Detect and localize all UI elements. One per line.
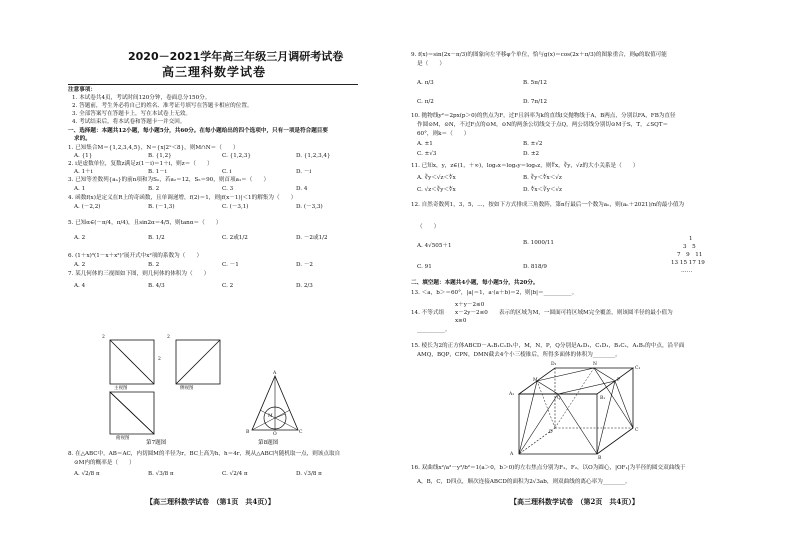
- note-item: 2. 答题前，考生务必将自己的姓名、准考证号填写在答题卡相应的位置。: [72, 103, 253, 109]
- q4-option-c: C. (－3,1): [222, 204, 249, 210]
- dimension-label: 2: [158, 357, 161, 362]
- q9-option-c: C. π/2: [417, 99, 434, 105]
- q6-option-c: C. －1: [222, 262, 239, 268]
- cube-point-label: A₁: [509, 392, 515, 397]
- question-11: 11. 已知x，y，z∈(1，＋∞)，log₂x＝log₃y＝log₅z，则∜x，∛y，√z的大小关系是（ ）: [411, 163, 639, 169]
- q11-option-b: B. ∛y＜∜x＜√z: [523, 175, 562, 181]
- q11-option-c: C. √z＜∛y＜∜x: [417, 187, 456, 193]
- q1-option-b: B. {1,2}: [148, 153, 172, 159]
- cube-point-label: D₁: [551, 362, 557, 367]
- question-3: 3. 已知等差数列{aₙ}的前n项和为Sₙ，若a₂＝12，S₅＝90，则首项a₁＝（ ）: [68, 177, 270, 183]
- q8-option-d: D. √3/8 π: [296, 471, 322, 477]
- side-view-label: 侧视图: [180, 386, 194, 391]
- q5-option-c: C. 2或1/2: [222, 235, 248, 241]
- question-2: 2. i是虚数单位，复数z满足z(1－i)＝1＋i，则z＝（ ）: [68, 161, 213, 167]
- title-divider: [68, 84, 358, 85]
- question-12-cont: （ ）: [417, 224, 440, 230]
- q14-system-line: x≥0: [455, 318, 467, 324]
- q3-option-a: A. 1: [74, 186, 86, 192]
- point-label: A: [273, 371, 277, 376]
- q8-option-c: C. √2/4 π: [222, 471, 248, 477]
- figure-8-caption: 第8题图: [258, 440, 279, 446]
- section-1-heading-cont: 求的。: [74, 136, 91, 142]
- triangle-row: 13 15 17 19: [671, 260, 705, 266]
- q3-option-c: C. 3: [222, 186, 234, 192]
- page-2-footer: 【高三理科数学试卷 （第2页 共4页）】: [510, 497, 639, 506]
- page-1-footer: 【高三理科数学试卷 （第1页 共4页）】: [146, 497, 275, 506]
- q12-option-b: B. 1000/11: [523, 240, 554, 246]
- question-10-cont: 作圆⊙M，⊙N，不过F点的⊙M，⊙N的两条公切线交于点Q，两公切线分别切⊙M于S，T，∠SQT＝: [417, 122, 669, 128]
- exam-title: 2020－2021学年高三年级三月调研考试卷: [128, 50, 344, 63]
- point-label: O: [273, 432, 277, 437]
- question-8: 8. 在△ABC中，AB＝AC，内切圆M的半径为r，BC上高为h，h＝4r，现从△ABC内随机取一点，则该点取自: [68, 451, 341, 457]
- q2-option-b: B. 1－i: [148, 169, 167, 175]
- cube-point-label: Q: [557, 396, 561, 401]
- cube-point-label: D: [549, 430, 553, 435]
- section-1-heading: 一、选择题：本题共12小题，每小题5分，共60分。在每小题给出的四个选项中，只有一项是符合题目要: [68, 128, 328, 134]
- note-item: 1. 本试卷共4页，考试时间120分钟，卷面总分150分。: [72, 95, 211, 101]
- triangle-row: 3 5: [683, 244, 696, 250]
- point-label: C: [299, 430, 303, 435]
- cube-point-label: A: [510, 452, 514, 457]
- q4-option-d: D. (－3,3): [296, 204, 323, 210]
- question-16: 16. 双曲线x²/a²－y²/b²＝1(a＞0，b＞0)的左右焦点分别为F₁，F₂，以O为圆心，|OF₁|为半径的圆交双曲线于: [411, 465, 686, 471]
- q7-option-a: A. 4: [74, 283, 86, 289]
- q8-option-a: A. √2/8 π: [74, 471, 100, 477]
- question-5: 5. 已知α∈(－π/4，π/4)，且sin2α＝4/5，则tanα＝（ ）: [68, 220, 222, 226]
- dimension-label: 2: [102, 335, 105, 340]
- exam-subtitle: 高三理科数学试卷: [162, 65, 267, 79]
- dimension-label: 2: [167, 335, 170, 340]
- q6-option-a: A. 2: [74, 262, 86, 268]
- q9-option-d: D. 7π/12: [523, 99, 548, 105]
- triangle-row: ……: [681, 268, 693, 274]
- question-14-cont: 表示的区域为M，一圆面可将区域M完全覆盖，则该圆半径的最小值为: [499, 310, 673, 316]
- question-12: 12. 自然奇数列1，3，5，…，按如下方式排成三角数阵，第n行最后一个数为aₙ，则(aₙ＋2021)/n的最小值为: [411, 202, 685, 208]
- q12-option-a: A. 4√505＋1: [417, 243, 452, 249]
- q2-option-d: D. －i: [296, 169, 312, 175]
- q10-option-d: D. ±2: [523, 151, 540, 157]
- q14-system-line: x－2y－2≤0: [455, 310, 488, 316]
- q11-option-d: D. ∜x＜∛y＜√z: [523, 187, 562, 193]
- q1-option-d: D. {1,2,3,4}: [296, 153, 331, 159]
- front-view-label: 主视图: [114, 386, 128, 391]
- q6-option-b: B. 2: [148, 262, 160, 268]
- cube-point-label: C: [635, 428, 639, 433]
- q9-option-b: B. 5π/12: [523, 80, 547, 86]
- question-10-cont2: 60°，则k＝（ ）: [417, 131, 470, 137]
- q1-option-a: A. {1}: [74, 153, 93, 159]
- cube-point-label: B₁: [600, 396, 606, 401]
- question-9-cont: 是（ ）: [417, 61, 445, 67]
- q5-option-a: A. 2: [74, 235, 86, 241]
- q1-option-c: C. {1,2,3}: [222, 153, 251, 159]
- q7-option-b: B. 4/3: [148, 283, 165, 289]
- q11-option-a: A. ∛y＜√z＜∜x: [417, 175, 456, 181]
- question-13: 13. ＜a，b＞＝60°，|a|＝1，a·(a＋b)＝2，则|b|＝__________。: [411, 290, 578, 296]
- question-9: 9. f(x)＝sin(2x－π/3)的图象向左平移φ个单位，恰与g(x)＝cos(2x＋π/3)的图象重合，则φ的取值可能: [411, 52, 667, 58]
- cube-point-label: P: [617, 378, 621, 383]
- figure-7-caption: 第7题图: [146, 440, 167, 446]
- question-14-cont2: __________。: [417, 327, 451, 333]
- q7-option-d: D. 2/3: [296, 283, 313, 289]
- cube-point-label: C₁: [635, 366, 641, 371]
- cube-point-label: B: [598, 456, 602, 461]
- note-item: 3. 全部答案写在答题卡上，写在本试卷上无效。: [72, 111, 191, 117]
- q5-option-d: D. －2或1/2: [296, 235, 328, 241]
- notes-heading: 注意事项：: [68, 87, 96, 93]
- q6-option-d: D. －2: [296, 262, 313, 268]
- question-8-cont: ⊙M内的概率是（ ）: [74, 460, 135, 466]
- page-2: [397, 0, 794, 535]
- cube-point-label: N: [593, 362, 597, 367]
- q12-option-c: C. 91: [417, 264, 432, 270]
- triangle-row: 7 9 11: [677, 252, 703, 258]
- section-2-heading: 二、填空题：本题共4小题，每小题5分，共20分。: [411, 280, 539, 286]
- q4-option-b: B. (－1,3): [148, 204, 175, 210]
- q4-option-a: A. (－2,2): [74, 204, 101, 210]
- q7-option-c: C. 2: [222, 283, 234, 289]
- q2-option-c: C. i: [222, 169, 232, 175]
- point-label: B: [246, 430, 250, 435]
- q10-option-c: C. ±√3: [417, 151, 437, 157]
- q14-system-line: x＋y－2≤0: [455, 302, 485, 308]
- cube-figure: [515, 362, 641, 458]
- question-6: 6. (1＋x)³(1－x＋x²)⁷展开式中x²项的系数为（ ）: [68, 253, 203, 259]
- question-1: 1. 已知集合M＝{1,2,3,4,5}，N＝{x|2ˣ＜8}，则M∩N＝（ ）: [68, 145, 239, 151]
- question-16-cont: A，B，C，D四点，顺次连接ABCD的面积为2√3ab，则双曲线的离心率为________。: [417, 479, 631, 485]
- q12-option-d: D. 818/9: [523, 264, 547, 270]
- cube-point-label: M: [533, 378, 538, 383]
- q2-option-a: A. 1＋i: [74, 169, 93, 175]
- q10-option-a: A. ±1: [417, 141, 433, 147]
- three-view-figure: [80, 336, 230, 436]
- q9-option-a: A. π/3: [417, 80, 434, 86]
- question-15: 15. 棱长为2的正方体ABCD－A₁B₁C₁D₁中，M，N，P，Q分别是A₁D₁，C₁D₁，B₁C₁，A₁B₁的中点，沿平面: [411, 343, 685, 349]
- q10-option-b: B. ±√2: [523, 141, 543, 147]
- question-7: 7. 某几何体的三视图如下图，则几何体的体积为（ ）: [68, 271, 210, 277]
- question-4: 4. 函数f(x)是定义在R上的奇函数，且单调递增，f(2)＝1，则|f(x－1)|＜1的解集为（ ）: [68, 195, 297, 201]
- q3-option-d: D. 4: [296, 186, 308, 192]
- question-10: 10. 抛物线y²＝2px(p＞0)的焦点为F，过F且斜率为k的直线l交抛物线于A，B两点，分别以FA，FB为直径: [411, 113, 676, 119]
- note-item: 4. 考试结束后，将本试卷和答题卡一并交回。: [72, 119, 186, 125]
- q5-option-b: B. 1/2: [148, 235, 165, 241]
- q3-option-b: B. 2: [148, 186, 160, 192]
- triangle-row: 1: [689, 236, 693, 242]
- q8-option-b: B. √3/8 π: [148, 471, 174, 477]
- top-view-label: 俯视图: [116, 436, 130, 441]
- point-label: M: [268, 414, 273, 419]
- question-14: 14. 不等式组: [411, 310, 445, 316]
- question-15-cont: AMQ，BQP，CPN，DMN截去4个小三棱锥后，所得多面体的体积为________。: [417, 352, 621, 358]
